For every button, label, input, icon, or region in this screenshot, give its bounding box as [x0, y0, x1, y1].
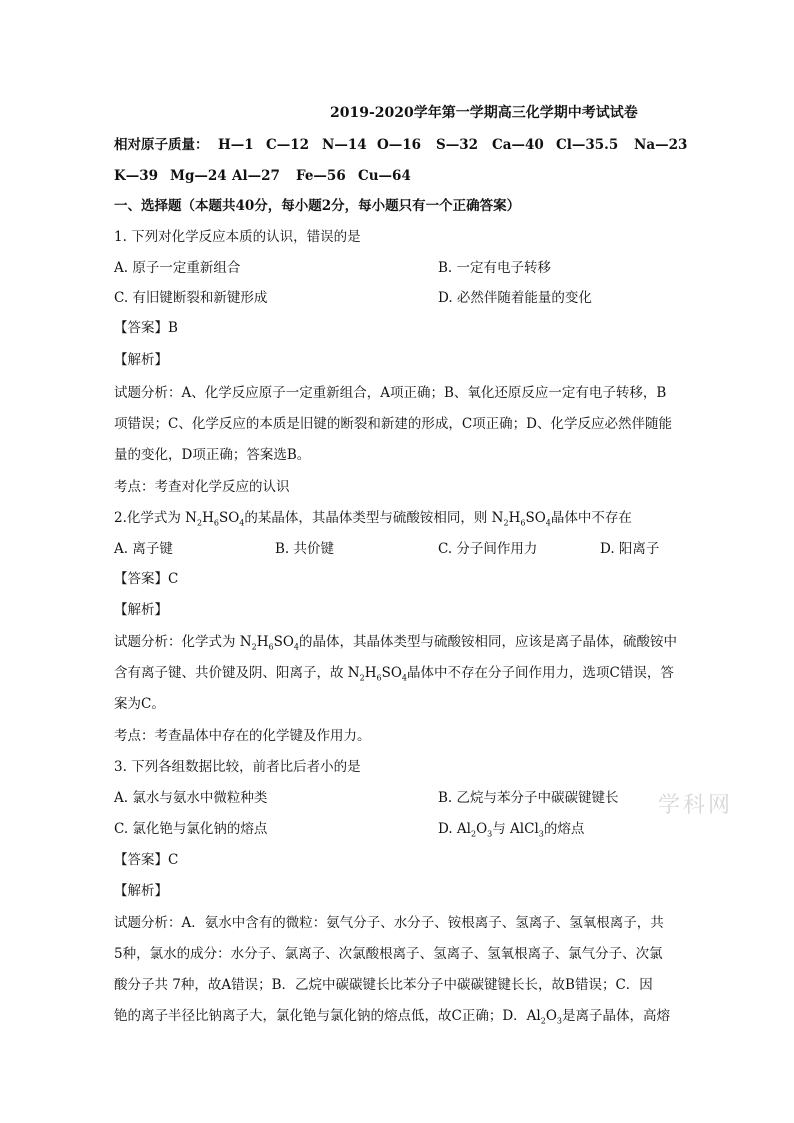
atomic-mass-k: K—39	[114, 168, 159, 184]
question-3-option-d	[438, 819, 584, 845]
question-2-analysis-line: 案为C。	[114, 696, 165, 712]
atomic-mass-cl: Cl—35.5	[556, 137, 619, 153]
option-text: O	[476, 821, 488, 837]
atomic-mass-o: O—16	[377, 137, 422, 153]
question-2-point: 考点：考查晶体中存在的化学键及作用力。	[114, 728, 371, 744]
atomic-mass-s: S—32	[436, 137, 479, 153]
question-3-analysis-label: 【解析】	[114, 883, 168, 899]
question-3-analysis-line	[114, 1006, 670, 1032]
question-3-analysis-line: 试题分析：A．氨水中含有的微粒：氨气分子、水分子、铵根离子、氢离子、氢氧根离子，共	[114, 915, 664, 931]
analysis-text: SO	[273, 634, 294, 650]
question-2-analysis-label: 【解析】	[114, 602, 168, 618]
subscript: 6	[268, 642, 274, 652]
subscript: 4	[239, 518, 245, 528]
question-1-analysis-line: 试题分析：A、化学反应原子一定重新组合，A项正确；B、氧化还原反应一定有电子转移，B	[114, 385, 667, 401]
question-2-analysis-line	[114, 663, 674, 689]
atomic-mass-na: Na—23	[634, 137, 688, 153]
subscript: 6	[213, 518, 219, 528]
subscript: 4	[293, 642, 299, 652]
question-2-answer: 【答案】C	[114, 571, 179, 587]
atomic-mass-cu: Cu—64	[358, 168, 411, 184]
atomic-mass-h: H—1	[218, 137, 254, 153]
question-1-analysis-line: 项错误；C、化学反应的本质是旧键的断裂和新建的形成，C项正确；D、化学反应必然伴随能	[114, 416, 672, 432]
atomic-mass-label: 相对原子质量：	[114, 137, 209, 153]
analysis-text: H	[256, 634, 269, 650]
subscript: 6	[520, 518, 526, 528]
stem-text: SO	[525, 510, 546, 526]
option-text: D. Al	[438, 821, 471, 837]
subscript: 4	[545, 518, 551, 528]
question-1-analysis-label: 【解析】	[114, 352, 168, 368]
question-2-analysis-line	[114, 632, 677, 658]
analysis-text: SO	[381, 665, 402, 681]
stem-text: SO	[218, 510, 240, 526]
question-3-option-b: B. 乙烷与苯分子中碳碳键键长	[438, 790, 619, 806]
question-2-option-b: B. 共价键	[275, 541, 335, 557]
option-text: 的熔点	[543, 821, 585, 837]
stem-text: 的某晶体，其晶体类型与硫酸铵相同，则 N	[244, 510, 504, 526]
atomic-mass-row-1	[114, 135, 209, 155]
analysis-text: 是离子晶体，高熔	[562, 1008, 670, 1024]
analysis-text: 试题分析：化学式为 N	[114, 634, 252, 650]
subscript: 6	[376, 673, 382, 683]
question-1-option-d: D. 必然伴随着能量的变化	[438, 290, 592, 306]
analysis-text: O	[545, 1008, 557, 1024]
question-1-stem: 1. 下列对化学反应本质的认识，错误的是	[114, 229, 361, 245]
question-1-option-c: C. 有旧键断裂和新键形成	[114, 290, 268, 306]
subscript: 3	[487, 829, 493, 839]
question-3-option-c: C. 氯化铯与氯化钠的熔点	[114, 821, 268, 837]
question-2-option-c: C. 分子间作用力	[438, 541, 538, 557]
atomic-mass-ca: Ca—40	[492, 137, 544, 153]
question-1-answer: 【答案】B	[114, 320, 178, 336]
subscript: 2	[471, 829, 477, 839]
analysis-text: 含有离子键、共价键及阴、阳离子，故 N	[114, 665, 360, 681]
subscript: 3	[556, 1016, 562, 1026]
subscript: 2	[196, 518, 203, 528]
stem-text: H	[202, 510, 214, 526]
question-3-analysis-line: 酸分子共 7种，故A错误；B．乙烷中碳碳键长比苯分子中碳碳键键长长，故B错误；C．因	[114, 977, 653, 993]
analysis-text: H	[364, 665, 377, 681]
atomic-mass-al: Al—27	[232, 168, 280, 184]
subscript: 2	[251, 642, 257, 652]
atomic-mass-fe: Fe—56	[296, 168, 346, 184]
analysis-text: 晶体中不存在分子间作用力，选项C错误，答	[407, 665, 674, 681]
watermark: 学科网	[658, 793, 734, 818]
atomic-mass-c: C—12	[266, 137, 310, 153]
question-2-option-d: D. 阳离子	[600, 541, 660, 557]
section-heading: 一、选择题（本题共40分，每小题2分，每小题只有一个正确答案）	[114, 198, 521, 214]
option-text: 与 AlCl	[492, 821, 539, 837]
stem-text: 晶体中不存在	[550, 510, 632, 526]
question-3-option-a: A. 氯水与氨水中微粒种类	[114, 790, 268, 806]
question-1-option-a: A. 原子一定重新组合	[114, 260, 241, 276]
subscript: 2	[503, 518, 509, 528]
page-title: 2019-2020学年第一学期高三化学期中考试试卷	[330, 105, 638, 121]
question-3-answer: 【答案】C	[114, 852, 179, 868]
stem-text: 2.化学式为 N	[114, 510, 197, 526]
subscript: 3	[538, 829, 544, 839]
subscript: 2	[359, 673, 365, 683]
stem-text: H	[508, 510, 521, 526]
question-2-stem	[114, 508, 632, 534]
analysis-text: 的晶体，其晶体类型与硫酸铵相同，应该是离子晶体，硫酸铵中	[299, 634, 677, 650]
analysis-text: 铯的离子半径比钠离子大，氯化铯与氯化钠的熔点低，故C正确；D．Al	[114, 1008, 541, 1024]
question-2-option-a: A. 离子键	[114, 541, 173, 557]
atomic-mass-n: N—14	[322, 137, 367, 153]
subscript: 4	[401, 673, 407, 683]
question-3-stem: 3. 下列各组数据比较，前者比后者小的是	[114, 759, 361, 775]
question-3-analysis-line: 5种，氯水的成分：水分子、氯离子、次氯酸根离子、氢离子、氢氧根离子、氯气分子、次氯	[114, 946, 663, 962]
atomic-mass-mg: Mg—24	[170, 168, 227, 184]
question-1-analysis-line: 量的变化，D项正确；答案选B。	[114, 447, 311, 463]
question-1-point: 考点：考查对化学反应的认识	[114, 479, 290, 495]
subscript: 2	[540, 1016, 546, 1026]
question-1-option-b: B. 一定有电子转移	[438, 260, 552, 276]
